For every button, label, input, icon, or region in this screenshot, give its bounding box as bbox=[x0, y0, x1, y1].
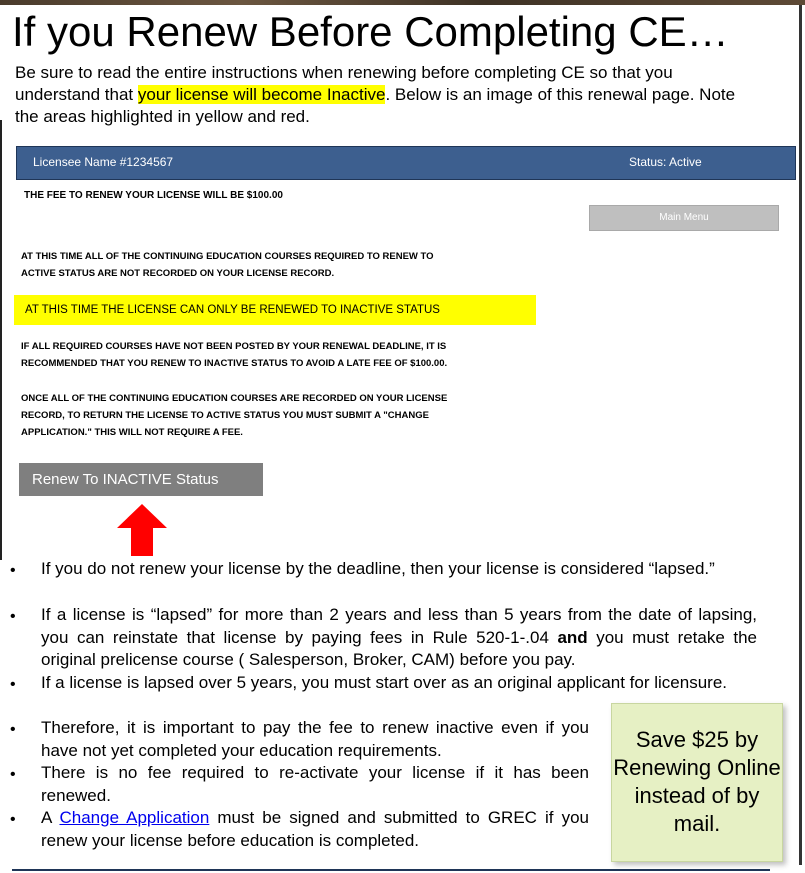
bottom-divider bbox=[12, 869, 770, 871]
change-application-text bbox=[21, 390, 581, 441]
bullet-pay-fee: Therefore, it is important to pay the fee to renew inactive even if you have not yet completed your education requirements. bbox=[41, 718, 589, 760]
bullet-dot: • bbox=[10, 811, 16, 828]
bullet-dot: • bbox=[10, 562, 16, 579]
change-line-1: ONCE ALL OF THE CONTINUING EDUCATION COURSES ARE RECORDED ON YOUR LICENSE bbox=[21, 393, 448, 404]
bullet-dot: • bbox=[10, 721, 16, 738]
ce-line-1: AT THIS TIME ALL OF THE CONTINUING EDUCATION COURSES REQUIRED TO RENEW TO bbox=[21, 251, 434, 262]
intro-text-before: Be sure to read the entire instructions when renewing before completing CE so that you understand that bbox=[15, 63, 673, 104]
bullet-over-five-years: If a license is lapsed over 5 years, you must start over as an original applicant for licensure. bbox=[41, 673, 728, 692]
ce-line-2: ACTIVE STATUS ARE NOT RECORDED ON YOUR LICENSE RECORD. bbox=[21, 268, 335, 279]
up-arrow-icon bbox=[117, 504, 167, 556]
bullet-dot: • bbox=[10, 676, 16, 693]
change-line-2: RECORD, TO RETURN THE LICENSE TO ACTIVE STATUS YOU MUST SUBMIT A "CHANGE bbox=[21, 410, 429, 421]
intro-highlight: your license will become Inactive bbox=[137, 85, 386, 104]
change-app-text-b: must be signed and submitted to GREC if you renew your license before education is completed. bbox=[41, 808, 589, 850]
bullet-change-application bbox=[41, 807, 589, 852]
renew-inactive-button[interactable]: Renew To INACTIVE Status bbox=[19, 463, 263, 496]
right-border bbox=[799, 5, 802, 865]
left-border bbox=[0, 120, 2, 560]
intro-paragraph bbox=[15, 62, 755, 128]
reinstate-text-a: If a license is “lapsed” for more than 2 years and less than 5 years from the date of lapsing, you can reinstate that license by paying fees in Rule 520-1-.04 bbox=[41, 605, 757, 647]
intro-text-after: . Below is an image of this renewal page. Note the areas highlighted in yellow and red. bbox=[15, 85, 736, 126]
bullet-lapsed: If you do not renew your license by the deadline, then your license is considered “lapsed.” bbox=[41, 559, 715, 578]
bullet-dot: • bbox=[10, 766, 16, 783]
change-app-text-a: A bbox=[41, 808, 60, 827]
fee-text: THE FEE TO RENEW YOUR LICENSE WILL BE $100.00 bbox=[24, 190, 283, 201]
screenshot-header bbox=[16, 146, 796, 180]
license-status: Status: Active bbox=[629, 155, 702, 169]
bullet-reinstate bbox=[41, 604, 757, 672]
inactive-warning: AT THIS TIME THE LICENSE CAN ONLY BE RENEWED TO INACTIVE STATUS bbox=[14, 295, 536, 325]
bullet-dot: • bbox=[10, 608, 16, 625]
bullet-no-fee: There is no fee required to re-activate your license if it has been renewed. bbox=[41, 763, 589, 805]
renewal-page-screenshot bbox=[16, 146, 796, 546]
top-decorative-strip bbox=[0, 0, 805, 5]
main-menu-button[interactable]: Main Menu bbox=[589, 205, 779, 231]
page-title: If you Renew Before Completing CE… bbox=[12, 8, 729, 55]
late-fee-line-1: IF ALL REQUIRED COURSES HAVE NOT BEEN POSTED BY YOUR RENEWAL DEADLINE, IT IS bbox=[21, 341, 447, 352]
licensee-name: Licensee Name #1234567 bbox=[33, 155, 174, 169]
late-fee-text bbox=[21, 338, 581, 372]
sticky-note bbox=[611, 703, 783, 862]
sticky-note-text: Save $25 by Renewing Online instead of by mail. bbox=[613, 727, 781, 836]
late-fee-line-2: RECOMMENDED THAT YOU RENEW TO INACTIVE STATUS TO AVOID A LATE FEE OF $100.00. bbox=[21, 358, 448, 369]
reinstate-and: and bbox=[557, 627, 588, 647]
ce-not-recorded-text bbox=[21, 248, 581, 282]
change-line-3: APPLICATION." THIS WILL NOT REQUIRE A FEE. bbox=[21, 427, 243, 438]
reinstate-text-b: you must retake the original prelicense course ( Salesperson, Broker, CAM) before you pay. bbox=[41, 627, 757, 669]
change-application-link[interactable]: Change Application bbox=[59, 808, 210, 827]
